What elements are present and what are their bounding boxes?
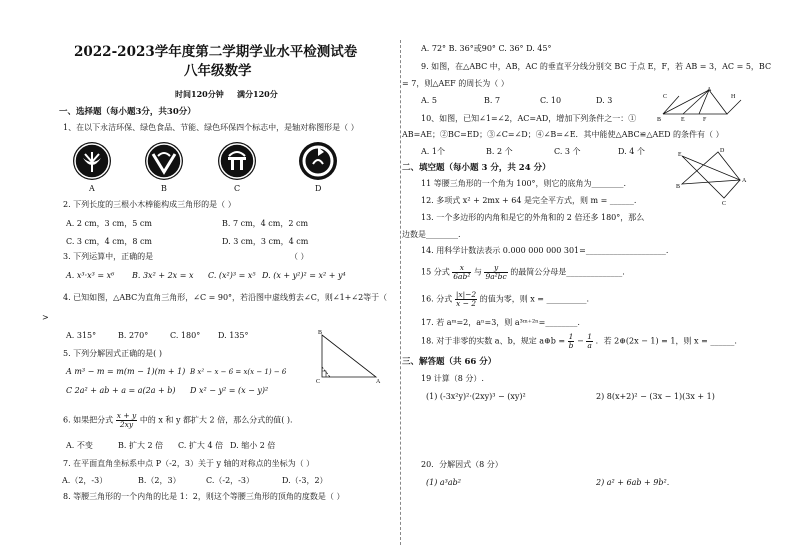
section-heading-choice: 一、选择题（每小题3分，共30分） (59, 107, 196, 117)
question-9-option-d: D. 3 (596, 96, 613, 105)
question-13: 13. 一个多边形的内角和是它的外角和的 2 倍还多 180°，那么 (421, 213, 645, 222)
triangle-label-c: C (316, 379, 321, 385)
section-heading-fill: 二、填空题（每小题 3 分，共 24 分） (402, 163, 551, 173)
question-10: 10、如图，已知∠1=∠2，AC=AD，增加下列条件之一：① (421, 114, 637, 123)
question-10-option-d: D. 4 个 (618, 147, 645, 156)
triangle-label-b: B (318, 330, 323, 336)
question-18-pre: 18. 对于非零的实数 a、b，规定 a⊕b = (421, 336, 566, 346)
question-4-option-d: D. 135° (218, 331, 249, 340)
fig10-label-b: B (676, 184, 681, 190)
question-15-den-2: 9a²bc (485, 272, 507, 281)
question-15-num-2: y (484, 264, 507, 273)
fig9-label-h: H (731, 94, 736, 100)
question-16-denominator: x − 2 (455, 299, 477, 308)
logo-d-icon (299, 142, 337, 180)
question-16-pre: 16. 分式 (421, 294, 453, 304)
question-15-den-1: 6ab² (453, 272, 471, 281)
question-8: 8. 等腰三角形的一个内角的比是 1：2，则这个等腰三角形的顶角的度数是（ ） (63, 492, 345, 501)
question-18-fraction-1: $\frac{1}{b}$ (568, 332, 574, 350)
fig10-label-e: E (678, 152, 682, 158)
figure-q9 (655, 86, 765, 122)
question-4-option-a: A. 315° (66, 331, 97, 340)
question-4-option-b: B. 270° (118, 331, 149, 340)
question-6-option-b: B. 扩大 2 倍 (118, 441, 164, 450)
exam-title: 2022-2023学年度第二学期学业水平检测试卷 (74, 44, 358, 60)
fig10-label-d: D (720, 148, 725, 154)
fig9-label-c: C (663, 94, 668, 100)
fig10-label-c: C (722, 201, 727, 206)
question-18: 18. 对于非零的实数 a、b，规定 a⊕b = $\frac{1}{b}$ − $\frac{1}{a}$ ．若 2⊕(2x − 1) = 1，则 x = ______. (421, 332, 737, 350)
question-2-option-c: C. 3 cm，4 cm，8 cm (66, 237, 153, 246)
question-6-denominator: 2xy (119, 420, 134, 429)
fig10-label-a: A (742, 178, 747, 184)
question-15-pre: 15 分式 (421, 267, 450, 277)
question-16-post: 的值为零，则 x = __________. (479, 294, 590, 304)
question-7-option-b: B.（2，3） (138, 476, 181, 485)
logo-c-icon (218, 142, 256, 180)
question-14: 14. 用科学计数法表示 0.000 000 000 301=____________________. (421, 246, 669, 255)
question-3-paren: （ ） (290, 252, 309, 261)
question-3-option-c: C. (x²)³ = x⁵ (208, 271, 256, 280)
question-6-option-a: A. 不变 (66, 441, 93, 450)
question-10-option-a: A. 1个 (421, 147, 445, 156)
question-20-part-1: (1) a³ab² (426, 478, 461, 487)
right-triangle-figure (314, 327, 384, 385)
question-10-option-c: C. 3 个 (554, 147, 581, 156)
logo-label-b: B (161, 184, 167, 193)
question-2: 2. 下列长度的三根小木棒能构成三角形的是（ ） (63, 200, 236, 209)
question-17: 17. 若 aᵐ=2，aⁿ=3，则 a³ᵐ⁺²ⁿ=________. (421, 318, 580, 327)
question-6-pre: 6. 如果把分式 (63, 415, 114, 425)
question-9-option-a: A. 5 (421, 96, 437, 105)
question-6-numerator: x + y (116, 411, 137, 420)
question-5-option-b: B x² − x − 6 = x(x − 1) − 6 (190, 368, 287, 376)
question-1: 1、在以下永洁环保、绿色食品、节能、绿色环保四个标志中，是轴对称图形是（ ） (63, 123, 359, 132)
question-3-option-a: A. x³·x³ = x⁶ (66, 271, 115, 280)
question-8-options: A. 72° B. 36°或90° C. 36° D. 45° (421, 44, 552, 53)
logo-label-a: A (89, 184, 95, 193)
question-19-part-1: (1) (-3x²y)²·(2xy)³ − (xy)² (426, 392, 526, 401)
fig9-label-f: F (703, 117, 707, 122)
question-5-option-d: D x² − y² = (x − y)² (190, 386, 269, 395)
question-9: 9. 如图，在△ABC 中，AB，AC 的垂直平分线分别交 BC 于点 E，F，若 AB = 3，AC = 5，BC (421, 62, 772, 71)
question-15-post: 的最简公分母是______________. (510, 267, 625, 277)
exam-subtitle: 八年级数学 (184, 63, 252, 79)
question-2-option-b: B. 7 cm，4 cm，2 cm (222, 219, 309, 228)
logo-label-c: C (234, 184, 241, 193)
question-19-part-2: 2) 8(x+2)² − (3x − 1)(3x + 1) (596, 392, 715, 401)
fig9-label-e: E (681, 117, 685, 122)
question-16 (421, 291, 589, 308)
figure-q10 (668, 148, 758, 206)
question-4-option-c: C. 180° (170, 331, 201, 340)
question-15-fraction-2 (484, 264, 507, 281)
triangle-label-a: A (376, 379, 381, 385)
question-6-option-c: C. 扩大 4 倍 (178, 441, 224, 450)
question-5-option-c: C 2a² + ab + a = a(2a + b) (66, 386, 176, 395)
question-16-fraction (455, 291, 477, 308)
question-7-option-d: D.（-3，2） (282, 476, 328, 485)
question-19: 19 计算（8 分）. (421, 374, 484, 383)
question-10-cont: AB=AE；②BC=ED；③∠C=∠D；④∠B=∠E．其中能使△ABC≌△AED 的条件有（ ） (402, 130, 724, 139)
logo-a-icon (73, 142, 111, 180)
question-18-fraction-2: $\frac{1}{a}$ (587, 332, 593, 350)
question-20: 20．分解因式（8 分） (421, 460, 503, 469)
question-6-post: 中的 x 和 y 都扩大 2 倍，那么分式的值( ). (139, 415, 293, 425)
question-5: 5. 下列分解因式正确的是( ) (63, 349, 162, 358)
question-16-numerator: |x|−2 (455, 290, 477, 299)
question-4-paren-close: > (42, 313, 49, 322)
question-15 (421, 264, 625, 281)
question-6-fraction (116, 412, 138, 429)
question-7-option-c: C.（-2，-3） (206, 476, 254, 485)
question-3: 3. 下列运算中，正确的是 (63, 252, 154, 261)
question-18-mid: ．若 2⊕(2x − 1) = 1，则 x = ______. (595, 336, 737, 346)
question-15-num-1: x (452, 264, 471, 273)
section-heading-solve: 三、解答题（共 66 分） (402, 357, 497, 367)
logo-label-d: D (315, 184, 322, 193)
question-11: 11 等腰三角形的一个角为 100°，则它的底角为________. (421, 179, 627, 188)
question-15-fraction-1 (452, 264, 471, 281)
column-divider (400, 40, 401, 545)
question-9-option-b: B. 7 (484, 96, 501, 105)
fig9-label-a: A (707, 87, 712, 93)
fig9-label-b: B (657, 117, 662, 122)
score-info: 满分120分 (237, 89, 278, 99)
logo-b-icon (145, 142, 183, 180)
question-4: 4. 已知如图，△ABC为直角三角形，∠C = 90°，若沿图中虚线剪去∠C，则∠1+∠2等于（ (63, 293, 388, 302)
question-13-cont: 边数是________. (402, 230, 461, 239)
question-2-option-d: D. 3 cm，3 cm，4 cm (222, 237, 309, 246)
question-6 (63, 412, 293, 429)
question-10-option-b: B. 2 个 (486, 147, 513, 156)
question-15-mid: 与 (473, 267, 482, 277)
question-20-part-2: 2) a² + 6ab + 9b². (596, 478, 670, 487)
question-12: 12. 多项式 x² + 2mx + 64 是完全平方式，则 m = ______. (421, 196, 637, 205)
question-9-cont: = 7，则△AEF 的周长为（ ） (402, 79, 509, 88)
question-2-option-a: A. 2 cm，3 cm，5 cm (66, 219, 152, 228)
question-3-option-b: B. 3x² + 2x = x (132, 271, 194, 280)
question-3-option-d: D. (x + y²)² = x² + y⁴ (262, 271, 346, 280)
question-9-option-c: C. 10 (540, 96, 562, 105)
question-6-option-d: D. 缩小 2 倍 (230, 441, 276, 450)
question-7-option-a: A.（2，-3） (62, 476, 108, 485)
question-7: 7. 在平面直角坐标系中点 P（-2，3）关于 y 轴的对称点的坐标为（ ） (63, 459, 315, 468)
question-5-option-a: A m³ − m = m(m − 1)(m + 1) (66, 367, 186, 376)
time-info: 时间120分钟 (175, 89, 224, 99)
